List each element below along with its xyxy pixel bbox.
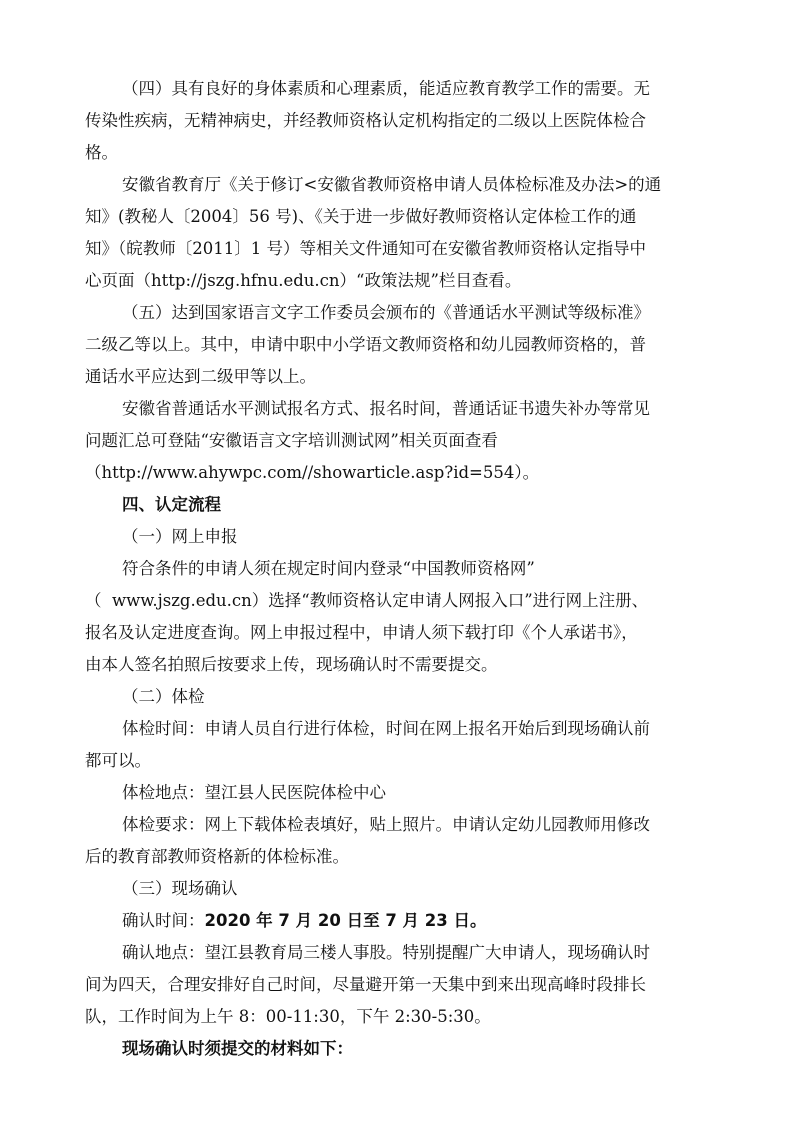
confirm-place-line-2: 间为四天，合理安排好自己时间，尽量避开第一天集中到来出现高峰时段排长	[85, 975, 646, 994]
exam-requirement-line-2: 后的教育部教师资格新的体检标准。	[85, 847, 349, 866]
anhui-health-line-4: 心页面（http://jszg.hfnu.edu.cn）“政策法规”栏目查看。	[85, 271, 522, 290]
anhui-health-line-2: 知》(教秘人〔2004〕56 号)、《关于进一步做好教师资格认定体检工作的通	[85, 207, 637, 226]
online-line-1: 符合条件的申请人须在规定时间内登录“中国教师资格网”	[122, 559, 535, 578]
para-4-line-1: （四）具有良好的身体素质和心理素质，能适应教育教学工作的需要。无	[122, 79, 650, 98]
exam-place: 体检地点：望江县人民医院体检中心	[122, 783, 386, 802]
online-line-2: （ www.jszg.edu.cn）选择“教师资格认定申请人网报入口”进行网上注册、	[85, 591, 649, 610]
anhui-health-line-3: 知》（皖教师〔2011〕1 号）等相关文件通知可在安徽省教师资格认定指导中	[85, 239, 646, 258]
online-line-4: 由本人签名拍照后按要求上传，现场确认时不需要提交。	[85, 655, 498, 674]
exam-time-line-1: 体检时间：申请人员自行进行体检，时间在网上报名开始后到现场确认前	[122, 719, 650, 738]
materials-heading: 现场确认时须提交的材料如下：	[122, 1039, 353, 1058]
confirm-place-line-1: 确认地点：望江县教育局三楼人事股。特别提醒广大申请人，现场确认时	[122, 943, 650, 962]
section-4-heading: 四、认定流程	[122, 495, 221, 514]
anhui-mandarin-line-2: 问题汇总可登陆“安徽语言文字培训测试网”相关页面查看	[85, 431, 498, 450]
para-5-line-3: 通话水平应达到二级甲等以上。	[85, 367, 316, 386]
para-4-line-2: 传染性疾病，无精神病史，并经教师资格认定机构指定的二级以上医院体检合	[85, 111, 646, 130]
exam-time-line-2: 都可以。	[85, 751, 151, 770]
confirm-time-label: 确认时间：	[122, 911, 205, 930]
confirm-time-value: 2020 年 7 月 20 日至 7 月 23 日。	[204, 911, 487, 930]
anhui-health-line-1: 安徽省教育厅《关于修订<安徽省教师资格申请人员体检标准及办法>的通	[122, 175, 662, 194]
online-heading: （一）网上申报	[122, 527, 238, 546]
para-4-line-3: 格。	[85, 143, 118, 162]
confirm-place-line-3: 队，工作时间为上午 8：00-11:30，下午 2:30-5:30。	[85, 1007, 491, 1026]
confirm-heading: （三）现场确认	[122, 879, 238, 898]
confirm-time	[122, 909, 487, 933]
anhui-mandarin-url: （http://www.ahywpc.com//showarticle.asp?id=554）。	[85, 463, 540, 482]
para-5-line-1: （五）达到国家语言文字工作委员会颁布的《普通话水平测试等级标准》	[122, 303, 650, 322]
online-line-3: 报名及认定进度查询。网上申报过程中，申请人须下载打印《个人承诺书》，	[85, 623, 638, 642]
anhui-mandarin-line-1: 安徽省普通话水平测试报名方式、报名时间，普通话证书遗失补办等常见	[122, 399, 650, 418]
exam-heading: （二）体检	[122, 687, 205, 706]
exam-requirement-line-1: 体检要求：网上下载体检表填好，贴上照片。申请认定幼儿园教师用修改	[122, 815, 650, 834]
para-5-line-2: 二级乙等以上。其中，申请中职中小学语文教师资格和幼儿园教师资格的，普	[85, 335, 646, 354]
